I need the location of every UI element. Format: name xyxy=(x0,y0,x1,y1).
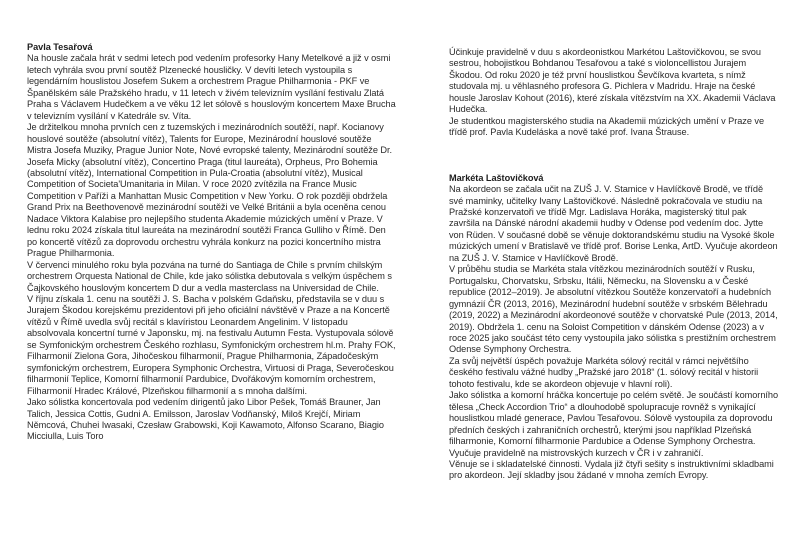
bio-heading-marketa-lastovickova: Markéta Laštovičková xyxy=(449,172,544,183)
bio-paragraph: Za svůj největší úspěch považuje Markéta sólový recitál v rámci největšího českého festivalu vážné hudby „Pražské jaro 2018“ (1. sólový recitál v historii tohoto festivalu, kde se akordeon objevuje v hlavní roli). xyxy=(449,355,759,389)
bio-paragraph: Je držitelkou mnoha prvních cen z tuzemských i mezinárodních soutěží, např. Kocianovy houslové soutěže (absolutní vítěz), Talents for Europe, Mezinárodní houslové soutěže Mistra Josefa Muziky, Prague Junior Note, Nové evropské talenty, Mezinárodní soutěže Dr. Josefa Micky (absolutní vítěz), Concertino Praga (titul laureáta), Orpheus, Pro Bohemia (absolutní vítěz), International Competition in Pula-Croatia (absolutní vítěz), Musical Competition of Societa'Umanitaria in Milan. V roce 2020 zvítězila na France Music Competition v Paříži a Manhattan Music Competition v New Yorku. O rok později obdržela Grand Prix na Beethovenově mezinárodní soutěži ve Velké Británii a byla oceněna cenou Nadace Viktora Kalabise pro nejlepšího studenta Akademie múzických umění v Praze. V lednu roku 2024 získala titul laureáta na mezinárodní soutěži Franca Gulliho v Římě. Den po koncertě vítězů za doprovodu orchestru vyhrála konkurz na pozici koncertního mistra Prague Philharmonia. xyxy=(27,122,392,259)
bio-paragraph: Je studentkou magisterského studia na Akademii múzických umění v Praze ve třídě prof. Pavla Kudeláska a nově také prof. Ivana Štrause. xyxy=(449,115,765,138)
bio-paragraph: Na housle začala hrát v sedmi letech pod vedením profesorky Hany Metelkové a již v osmi letech vyhrála svou první soutěž Plzenecké housličky. V devíti letech vystoupila s legendárním houslistou Josefem Sukem a orchestrem Prague Philharmonia - PKF ve Španělském sále Pražského hradu, v 11 letech v živém televizním vysílání festivalu Zlatá Praha s Václavem Hudečkem a ve věku 12 let sólově s houslovým koncertem Maxe Brucha v televizním vysílání v Katedrále sv. Víta. xyxy=(27,53,396,121)
right-column xyxy=(449,47,779,482)
left-column xyxy=(27,42,397,443)
bio-paragraph: V říjnu získala 1. cenu na soutěži J. S. Bacha v polském Gdaňsku, představila se v duu s Jurajem Škodou korejskému prezidentovi při jeho oficiální návštěvě v Praze a na Koncertě vítězů v Římě uvedla svůj recitál s klavíristou Leonardem Angelinim. V listopadu absolvovala koncertní turné v Japonsku, mj. na festivalu Autumn Festa. Vystupovala sólově se Symfonickým orchestrem Českého rozhlasu, Symfonickým orchestrem hl.m. Prahy FOK, Filharmonií Zielona Gora, Jihočeskou filharmonií, Prague Philharmonia, Západočeským symfonickým orchestrem, Europera Symphonic Orchestra, Virtuosi di Praga, Severočeskou filharmonií Teplice, Komorní filharmonií Pardubice, Dvořákovým komorním orchestrem, Filharmonií Hradec Králové, Plzeňskou filharmonií a s mnoha dalšími. xyxy=(27,293,396,396)
bio-heading-pavla-tesarova: Pavla Tesařová xyxy=(27,42,93,52)
bio-paragraph: V červenci minulého roku byla pozvána na turné do Santiaga de Chile s prvním chilským orchestrem Orquesta National de Chile, kde jako sólistka debutovala s velkým úspěchem s Čajkovského houslovým koncertem D dur a vedla masterclass na Universidad de Chile. xyxy=(27,259,392,293)
bio-paragraph: V průběhu studia se Markéta stala vítězkou mezinárodních soutěží v Rusku, Portugalsku, Chorvatsku, Srbsku, Itálii, Německu, na Slovensku a v České republice (2012–2019). Je absolutní vítězkou Soutěže konzervatoří a hudebních gymnázií ČR (2013, 2016), Mezinárodní hudební soutěže v srbském Bělehradu (2019, 2022) a Mezinárodní akordeonové soutěže v chorvatské Pule (2013, 2014, 2019). Obdržela 1. cenu na Soloist Competition v dánském Odense (2023) a v roce 2025 jako součást této ceny vystoupila jako sólistka s prestižním orchestrem Odense Symphony Orchestra. xyxy=(449,264,778,355)
bio-paragraph: Na akordeon se začala učit na ZUŠ J. V. Stamice v Havlíčkově Brodě, ve třídě své maminky, učitelky Ivany Laštovičkové. Následně pokračovala ve studiu na Pražské konzervatoři ve třídě Mgr. Ladislava Horáka, magisterský titul pak završila na Dánské národní akademii hudby v Odense pod vedením doc. Jytte von Rüden. V současné době se věnuje doktorandskému studiu na Vysoké škole múzických umení v Bratislavě ve třídě prof. Borise Lenka, ArtD. Vyučuje akordeon na ZUŠ J. V. Stamice v Havlíčkově Brodě. xyxy=(449,184,778,263)
bio-paragraph: Účinkuje pravidelně v duu s akordeonistkou Markétou Laštovičkovou, se svou sestrou, hobojistkou Bohdanou Tesařovou a také s violoncellistou Jurajem Škodou. Od roku 2020 je též první houslistkou Ševčíkova kvarteta, s nímž studovala mj. u věhlasného profesora G. Pichlera v Madridu. Hraje na české housle Jaroslav Kohout (2016), které získala vítězstvím na XX. Akademii Václava Hudečka. xyxy=(449,47,776,115)
section-spacer xyxy=(449,139,779,173)
bio-paragraph: Jako sólistka koncertovala pod vedením dirigentů jako Libor Pešek, Tomáš Brauner, Jan Talich, Jessica Cottis, Gudni A. Emilsson, Jaroslav Vodňanský, Miloš Krejčí, Miriam Němcová, Chuhei Iwasaki, Czesław Grabowski, Koji Kawamoto, Alfonso Scarano, Biagio Micciulla, Luis Toro xyxy=(27,397,384,442)
bio-paragraph: Věnuje se i skladatelské činnosti. Vydala již čtyři sešity s instruktivními skladbami pro akordeon. Její skladby jsou žádané v mnoha zemích Evropy. xyxy=(449,458,774,481)
bio-paragraph: Jako sólistka a komorní hráčka koncertuje po celém světě. Je součástí komorního tělesa „Check Accordion Trio“ a dlouhodobě spolupracuje rovněž s vynikající houslistkou mladé generace, Pavlou Tesařovou. Sólově vystoupila za doprovodu předních českých i zahraničních orchestrů, kterými jsou například Plzeňská filharmonie, Komorní filharmonie Pardubice a Odense Symphony Orchestra. Vyučuje pravidelně na mistrovských kurzech v ČR i v zahraničí. xyxy=(449,390,778,458)
